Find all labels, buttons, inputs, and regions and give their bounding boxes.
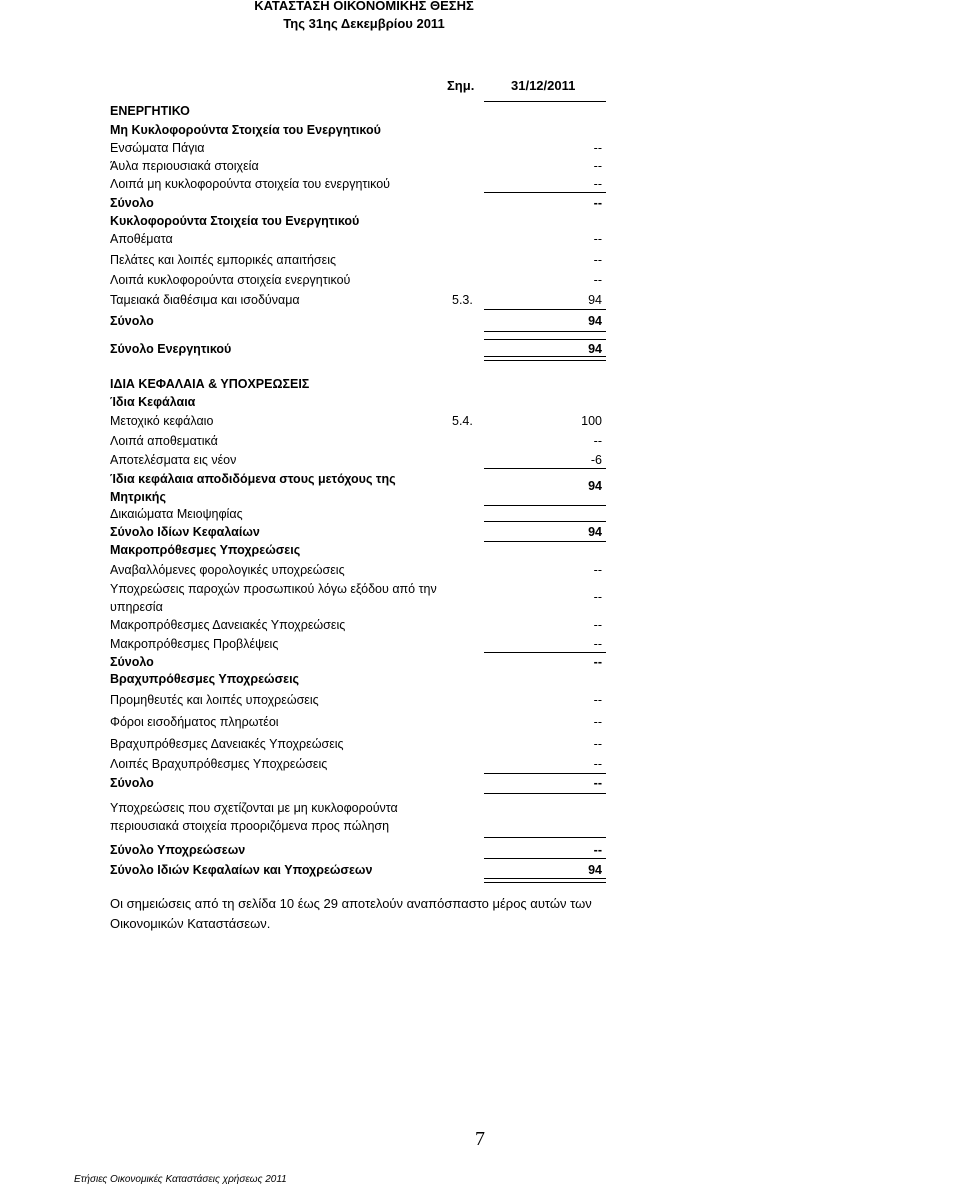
row-total-equity-liabilities: Σύνολο Ιδιών Κεφαλαίων και Υποχρεώσεων 94 xyxy=(110,863,602,877)
row-employee-benefits-value: -- xyxy=(593,590,602,604)
row-other-reserves: Λοιπά αποθεματικά -- xyxy=(110,434,602,448)
equity-heading: Ίδια Κεφάλαια xyxy=(110,395,196,409)
row-other-noncurrent: Λοιπά μη κυκλοφορούντα στοιχεία του ενεργητικού -- xyxy=(110,177,602,191)
notes-footnote: Οι σημειώσεις από τη σελίδα 10 έως 29 αποτελούν αναπόσπαστο μέρος αυτών των Οικονομικών Καταστάσεων. xyxy=(110,896,592,931)
row-suppliers: Προμηθευτές και λοιπές υποχρεώσεις -- xyxy=(110,693,602,707)
row-deferred-tax: Αναβαλλόμενες φορολογικές υποχρεώσεις -- xyxy=(110,563,602,577)
row-held-for-sale: Υποχρεώσεις που σχετίζονται με μη κυκλοφορούντα περιουσιακά στοιχεία προοριζόμενα προς πώληση xyxy=(110,801,398,833)
row-current-total: Σύνολο 94 xyxy=(110,314,602,328)
row-other-st-liabilities: Λοιπές Βραχυπρόθεσμες Υποχρεώσεις -- xyxy=(110,757,602,771)
row-income-tax: Φόροι εισοδήματος πληρωτέοι -- xyxy=(110,715,602,729)
row-st-borrowings: Βραχυπρόθεσμες Δανειακές Υποχρεώσεις -- xyxy=(110,737,602,751)
note-column-header: Σημ. xyxy=(447,78,475,93)
row-employee-benefits-label: Υποχρεώσεις παροχών προσωπικού λόγω εξόδου από την υπηρεσία xyxy=(110,582,437,614)
row-minority-interest: Δικαιώματα Μειοψηφίας xyxy=(110,507,243,521)
row-cash: Ταμειακά διαθέσιμα και ισοδύναμα 5.3. 94 xyxy=(110,293,602,307)
row-noncurrent-total: Σύνολο -- xyxy=(110,196,602,210)
st-liabilities-heading: Βραχυπρόθεσμες Υποχρεώσεις xyxy=(110,672,300,686)
row-other-current: Λοιπά κυκλοφορούντα στοιχεία ενεργητικού -- xyxy=(110,273,602,287)
lt-liabilities-heading: Μακροπρόθεσμες Υποχρεώσεις xyxy=(110,543,301,557)
row-retained-earnings: Αποτελέσματα εις νέον -6 xyxy=(110,453,602,467)
row-lt-total: Σύνολο -- xyxy=(110,655,602,669)
row-equity-total: Σύνολο Ιδίων Κεφαλαίων 94 xyxy=(110,525,602,539)
row-intangible-assets: Άυλα περιουσιακά στοιχεία -- xyxy=(110,159,602,173)
row-receivables: Πελάτες και λοιπές εμπορικές απαιτήσεις -- xyxy=(110,253,602,267)
row-total-assets: Σύνολο Ενεργητικού 94 xyxy=(110,342,602,356)
row-lt-borrowings: Μακροπρόθεσμες Δανειακές Υποχρεώσεις -- xyxy=(110,618,602,632)
page-number: 7 xyxy=(475,1128,485,1150)
date-column-header: 31/12/2011 xyxy=(511,78,576,93)
assets-heading: ΕΝΕΡΓΗΤΙΚΟ xyxy=(110,104,190,118)
current-heading: Κυκλοφορούντα Στοιχεία του Ενεργητικού xyxy=(110,214,360,228)
page-footer: Ετήσιες Οικονομικές Καταστάσεις χρήσεως 2011 xyxy=(74,1174,287,1185)
row-tangible-assets: Ενσώματα Πάγια -- xyxy=(110,141,602,155)
row-total-liabilities: Σύνολο Υποχρεώσεων -- xyxy=(110,843,602,857)
liabilities-heading: ΙΔΙΑ ΚΕΦΑΛΑΙΑ & ΥΠΟΧΡΕΩΣΕΙΣ xyxy=(110,377,310,391)
row-st-total: Σύνολο -- xyxy=(110,776,602,790)
row-lt-provisions: Μακροπρόθεσμες Προβλέψεις -- xyxy=(110,637,602,651)
statement-title: ΚΑΤΑΣΤΑΣΗ ΟΙΚΟΝΟΜΙΚΗΣ ΘΕΣΗΣ xyxy=(254,0,474,13)
statement-subtitle: Της 31ης Δεκεμβρίου 2011 xyxy=(283,16,445,31)
row-equity-parent-value: 94 xyxy=(588,479,602,493)
row-inventory: Αποθέματα -- xyxy=(110,232,602,246)
row-equity-parent-label: Ίδια κεφάλαια αποδιδόμενα στους μετόχους της Μητρικής xyxy=(110,472,396,504)
noncurrent-heading: Μη Κυκλοφορούντα Στοιχεία του Ενεργητικού xyxy=(110,123,381,137)
row-share-capital: Μετοχικό κεφάλαιο 5.4. 100 xyxy=(110,414,602,428)
